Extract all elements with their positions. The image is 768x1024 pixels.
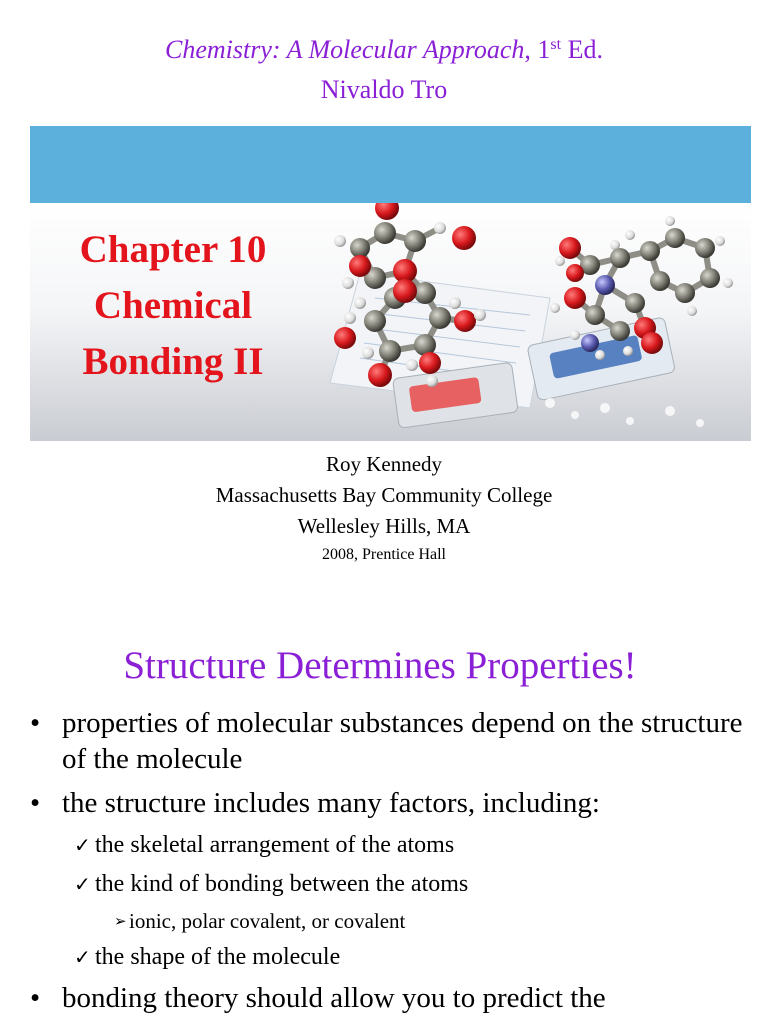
bullet-text: bonding theory should allow you to predict the bbox=[62, 982, 606, 1014]
bullet-dot-icon: • bbox=[30, 707, 41, 739]
book-author: Nivaldo Tro bbox=[320, 75, 448, 104]
check-item bbox=[0, 829, 768, 861]
chapter-title-line: Bonding II bbox=[82, 340, 264, 383]
check-item bbox=[0, 941, 768, 973]
sub-item bbox=[0, 907, 768, 935]
bullet-list bbox=[0, 705, 768, 1024]
chapter-title bbox=[30, 222, 316, 390]
book-title-italic: Chemistry: A Molecular Approach bbox=[165, 35, 525, 64]
edition-superscript: st bbox=[550, 36, 562, 53]
copyright: 2008, Prentice Hall bbox=[322, 546, 446, 563]
book-title-edition: Ed. bbox=[561, 35, 603, 64]
bullet-item bbox=[0, 980, 768, 1016]
blue-header-band bbox=[30, 126, 751, 203]
bullet-dot-icon: • bbox=[30, 982, 41, 1014]
bullet-item bbox=[0, 785, 768, 821]
checkmark-icon: ✓ bbox=[74, 872, 91, 896]
sub-text: ionic, polar covalent, or covalent bbox=[129, 909, 406, 933]
check-text: the shape of the molecule bbox=[95, 944, 341, 970]
book-title-sep: , 1 bbox=[524, 35, 551, 64]
chapter-title-line: Chemical bbox=[93, 284, 253, 327]
bullet-item bbox=[0, 705, 768, 777]
institution: Massachusetts Bay Community College bbox=[215, 483, 553, 507]
bullet-text: the structure includes many factors, including: bbox=[62, 787, 600, 819]
chapter-title-line: Chapter 10 bbox=[79, 228, 267, 271]
arrowhead-icon: ➢ bbox=[114, 912, 127, 930]
check-text: the kind of bonding between the atoms bbox=[95, 871, 469, 897]
bullet-text: properties of molecular substances depend on the structure of the molecule bbox=[62, 707, 743, 775]
slide-heading: Structure Determines Properties! bbox=[123, 644, 637, 687]
credits bbox=[0, 449, 768, 568]
check-text: the skeletal arrangement of the atoms bbox=[95, 832, 455, 858]
check-item bbox=[0, 868, 768, 900]
checkmark-icon: ✓ bbox=[74, 833, 91, 857]
bullet-dot-icon: • bbox=[30, 787, 41, 819]
location: Wellesley Hills, MA bbox=[297, 514, 471, 538]
checkmark-icon: ✓ bbox=[74, 945, 91, 969]
book-title bbox=[0, 34, 768, 66]
presenter-name: Roy Kennedy bbox=[325, 452, 443, 476]
